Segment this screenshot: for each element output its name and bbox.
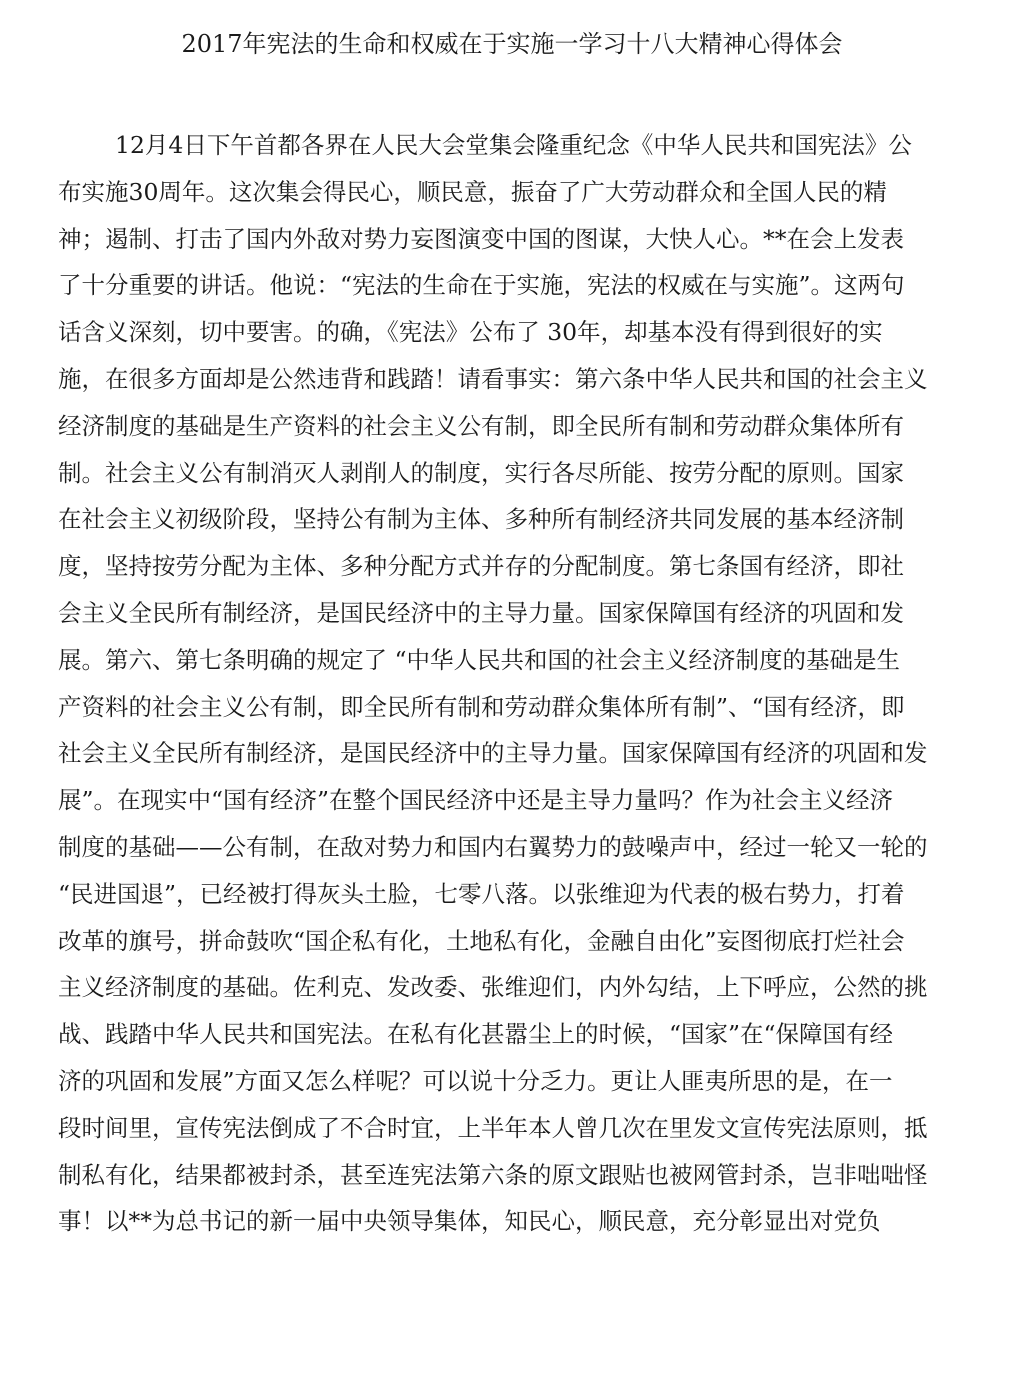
body-line: 改革的旗号，拼命鼓吹“国企私有化，土地私有化，金融自由化”妄图彻底打烂社会 — [58, 926, 905, 955]
body-line: 经济制度的基础是生产资料的社会主义公有制，即全民所有制和劳动群众集体所有 — [58, 411, 904, 440]
body-line: 制度的基础——公有制，在敌对势力和国内右翼势力的鼓噪声中，经过一轮又一轮的 — [58, 832, 928, 861]
body-line: 12月4日下午首都各界在人民大会堂集会隆重纪念《中华人民共和国宪法》公 — [115, 131, 912, 159]
body-line: 展。第六、第七条明确的规定了 “中华人民共和国的社会主义经济制度的基础是生 — [58, 645, 900, 674]
body-line: 社会主义全民所有制经济，是国民经济中的主导力量。国家保障国有经济的巩固和发 — [58, 739, 928, 768]
body-line: 话含义深刻，切中要害。的确，《宪法》公布了 30年，却基本没有得到很好的实 — [58, 318, 883, 347]
document-body — [58, 122, 938, 1245]
body-line: 段时间里，宣传宪法倒成了不合时宜，上半年本人曾几次在里发文宣传宪法原则，抵 — [58, 1113, 928, 1142]
body-line: 神；遏制、打击了国内外敌对势力妄图演变中国的图谋，大快人心。**在会上发表 — [58, 224, 904, 253]
document-title: 2017年宪法的生命和权威在于实施一学习十八大精神心得体会 — [181, 30, 843, 58]
body-line: 施，在很多方面却是公然违背和践踏！请看事实：第六条中华人民共和国的社会主义 — [58, 364, 928, 393]
body-line: 事！以**为总书记的新一届中央领导集体，知民心，顺民意，充分彰显出对党负 — [58, 1207, 881, 1236]
body-line: 主义经济制度的基础。佐利克、发改委、张维迎们，内外勾结，上下呼应，公然的挑 — [58, 973, 928, 1002]
body-line: 战、践踏中华人民共和国宪法。在私有化甚嚣尘上的时候，“国家”在“保障国有经 — [58, 1020, 894, 1049]
body-line: 展”。在现实中“国有经济”在整个国民经济中还是主导力量吗？作为社会主义经济 — [58, 786, 894, 815]
body-line: 度，坚持按劳分配为主体、多种分配方式并存的分配制度。第七条国有经济，即社 — [58, 552, 904, 581]
body-line: 济的巩固和发展”方面又怎么样呢？可以说十分乏力。更让人匪夷所思的是，在一 — [58, 1066, 893, 1095]
body-line: 制私有化，结果都被封杀，甚至连宪法第六条的原文跟贴也被网管封杀，岂非咄咄怪 — [58, 1160, 928, 1189]
body-line: 制。社会主义公有制消灭人剥削人的制度，实行各尽所能、按劳分配的原则。国家 — [58, 458, 904, 487]
body-line: 了十分重要的讲话。他说：“宪法的生命在于实施，宪法的权威在与实施”。这两句 — [58, 271, 905, 300]
body-line: 在社会主义初级阶段，坚持公有制为主体、多种所有制经济共同发展的基本经济制 — [58, 505, 904, 534]
body-line: “民进国退”，已经被打得灰头土脸，七零八落。以张维迎为代表的极右势力，打着 — [58, 879, 905, 908]
body-line: 布实施30周年。这次集会得民心，顺民意，振奋了广大劳动群众和全国人民的精 — [58, 177, 887, 206]
body-line: 会主义全民所有制经济，是国民经济中的主导力量。国家保障国有经济的巩固和发 — [58, 598, 904, 627]
body-line: 产资料的社会主义公有制，即全民所有制和劳动群众集体所有制”、“国有经济，即 — [58, 692, 905, 721]
